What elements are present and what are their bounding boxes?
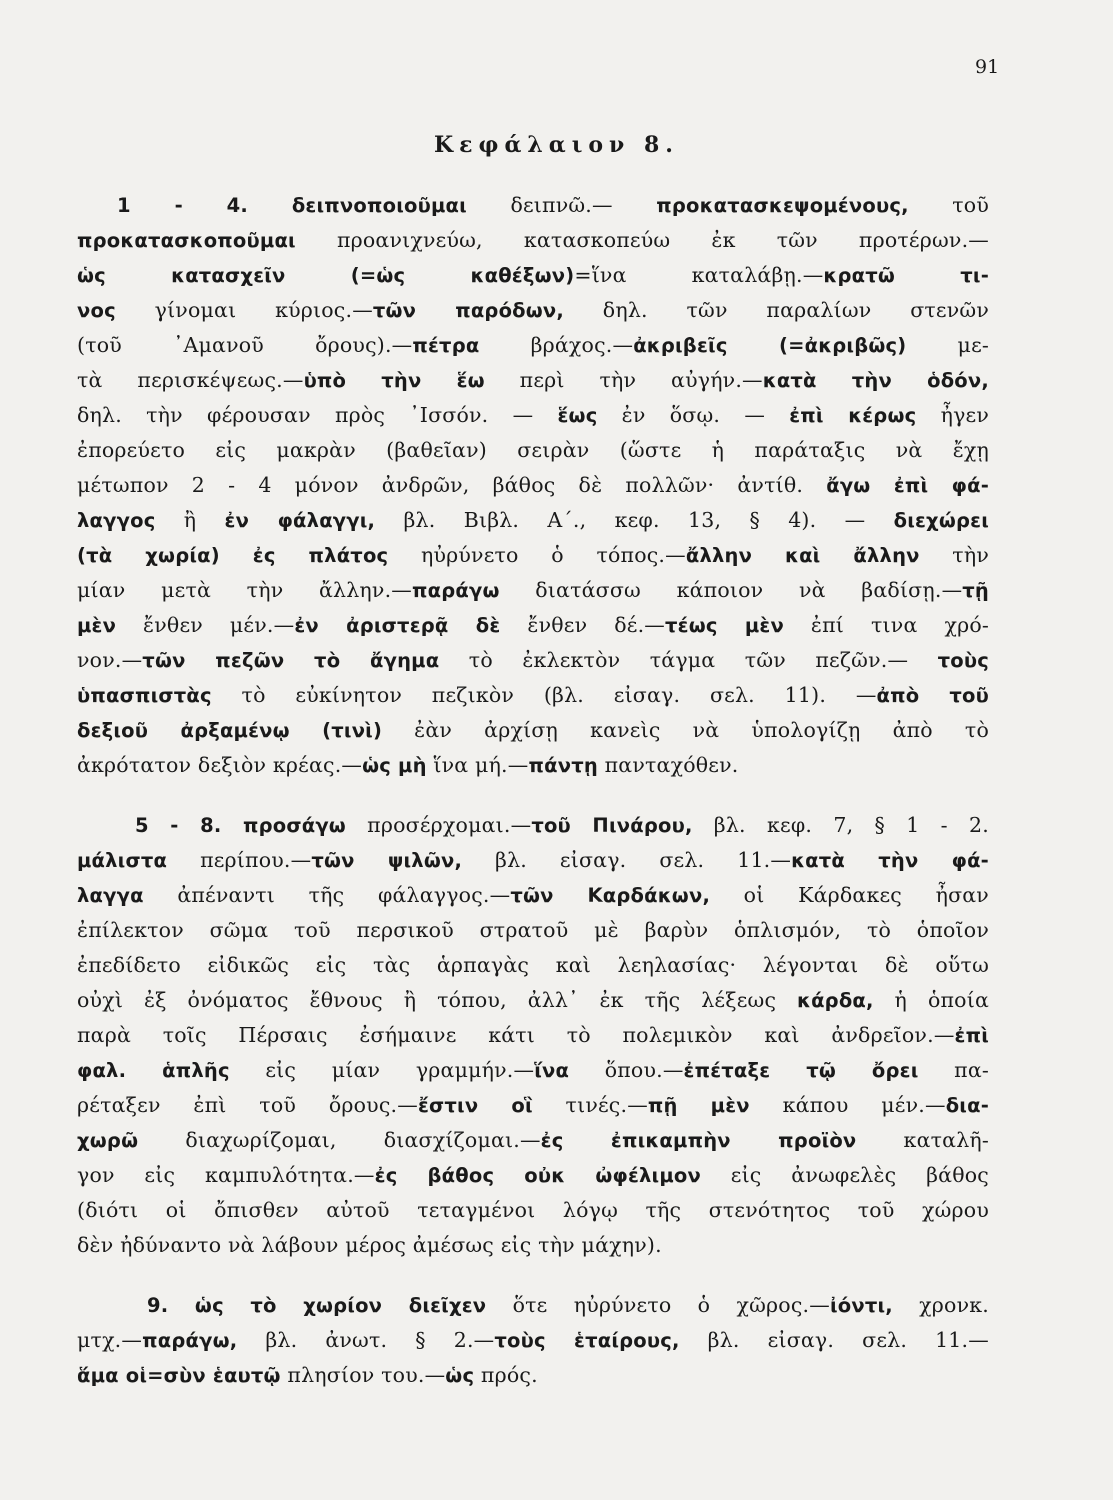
text-line: 9. ὡς τὸ χωρίον διεῖχεν ὅτε ηὐρύνετο ὁ χῶρος.—ἰόντι, χρονκ. [147,1293,989,1317]
text-line: νον.—τῶν πεζῶν τὸ ἄγημα τὸ ἐκλεκτὸν τάγμα τῶν πεζῶν.— τοὺς [77,648,989,672]
text-line: 5 - 8. προσάγω προσέρχομαι.—τοῦ Πινάρου, βλ. κεφ. 7, § 1 - 2. [135,813,989,837]
text-line: (τὰ χωρία) ἐς πλάτος ηὐρύνετο ὁ τόπος.—ἄλλην καὶ ἄλλην τὴν [77,543,989,567]
text-line: ὑπασπιστὰς τὸ εὐκίνητον πεζικὸν (βλ. εἰσαγ. σελ. 11). —ἀπὸ τοῦ [77,683,989,707]
text-line: δηλ. τὴν φέρουσαν πρὸς ᾿Ισσόν. — ἕως ἐν ὅσῳ. — ἐπὶ κέρως ἦγεν [77,403,989,427]
text-line: μὲν ἔνθεν μέν.—ἐν ἀριστερᾷ δὲ ἔνθεν δέ.—τέως μὲν ἐπί τινα χρό- [77,613,989,637]
text-line: χωρῶ διαχωρίζομαι, διασχίζομαι.—ἐς ἐπικαμπὴν προϊὸν καταλῆ- [77,1128,989,1152]
text-line: (τοῦ ᾿Αμανοῦ ὄρους).—πέτρα βράχος.—ἀκριβεῖς (=ἀκριβῶς) με- [77,333,990,357]
text-line: οὐχὶ ἐξ ὀνόματος ἔθνους ἢ τόπου, ἀλλ᾿ ἐκ τῆς λέξεως κάρδα, ἡ ὁποία [77,988,989,1012]
text-line: προκατασκοποῦμαι προανιχνεύω, κατασκοπεύω ἐκ τῶν προτέρων.— [77,228,989,252]
text-line: νος γίνομαι κύριος.—τῶν παρόδων, δηλ. τῶν παραλίων στενῶν [77,298,989,322]
text-line: φαλ. ἁπλῆς εἰς μίαν γραμμήν.—ἵνα ὅπου.—ἐπέταξε τῷ ὄρει πα- [77,1058,989,1082]
chapter-title: Κεφάλαιον 8. [434,132,679,158]
text-line: μίαν μετὰ τὴν ἄλλην.—παράγω διατάσσω κάποιον νὰ βαδίσῃ.—τῇ [77,578,990,602]
text-line: λαγγα ἀπέναντι τῆς φάλαγγος.—τῶν Καρδάκων, οἱ Κάρδακες ἦσαν [77,883,989,907]
text-line: 1 - 4. δειπνοποιοῦμαι δειπνῶ.— προκατασκεψομένους, τοῦ [117,193,989,217]
text-line: τὰ περισκέψεως.—ὑπὸ τὴν ἕω περὶ τὴν αὐγήν.—κατὰ τὴν ὁδόν, [77,368,989,392]
text-line: ἅμα οἱ=σὺν ἑαυτῷ πλησίον του.—ὡς πρός. [77,1363,538,1387]
text-line: δεξιοῦ ἀρξαμένῳ (τινὶ) ἐὰν ἀρχίσῃ κανεὶς νὰ ὑπολογίζῃ ἀπὸ τὸ [77,718,989,742]
text-line: παρὰ τοῖς Πέρσαις ἐσήμαινε κάτι τὸ πολεμικὸν καὶ ἀνδρεῖον.—ἐπὶ [77,1023,989,1047]
text-line: μτχ.—παράγω, βλ. ἀνωτ. § 2.—τοὺς ἑταίρους, βλ. εἰσαγ. σελ. 11.— [77,1328,989,1352]
text-line: γον εἰς καμπυλότητα.—ἐς βάθος οὐκ ὠφέλιμον εἰς ἀνωφελὲς βάθος [77,1163,989,1187]
text-line: ἐπεδίδετο εἰδικῶς εἰς τὰς ἁρπαγὰς καὶ λεηλασίας· λέγονται δὲ οὕτω [77,953,989,977]
page-number: 91 [975,56,1000,78]
text-line: μάλιστα περίπου.—τῶν ψιλῶν, βλ. εἰσαγ. σελ. 11.—κατὰ τὴν φά- [77,848,989,872]
text-line: δὲν ἠδύναντο νὰ λάβουν μέρος ἀμέσως εἰς τὴν μάχην). [77,1233,662,1257]
text-line: λαγγος ἢ ἐν φάλαγγι, βλ. Βιβλ. Α΄., κεφ. 13, § 4). — διεχώρει [77,508,989,532]
text-line: μέτωπον 2 - 4 μόνον ἀνδρῶν, βάθος δὲ πολλῶν· ἀντίθ. ἄγω ἐπὶ φά- [77,473,990,497]
text-line: ρέταξεν ἐπὶ τοῦ ὄρους.—ἔστιν οἳ τινές.—πῇ μὲν κάπου μέν.—δια- [77,1093,989,1117]
text-line: ἀκρότατον δεξιὸν κρέας.—ὡς μὴ ἵνα μή.—πάντῃ πανταχόθεν. [77,753,739,777]
text-line: ἐπίλεκτον σῶμα τοῦ περσικοῦ στρατοῦ μὲ βαρὺν ὁπλισμόν, τὸ ὁποῖον [77,918,989,942]
text-line: ἐπορεύετο εἰς μακρὰν (βαθεῖαν) σειρὰν (ὥστε ἡ παράταξις νὰ ἔχῃ [77,438,989,462]
text-line: ὡς κατασχεῖν (=ὡς καθέξων)=ἵνα καταλάβῃ.—κρατῶ τι- [77,263,989,287]
text-line: (διότι οἱ ὄπισθεν αὐτοῦ τεταγμένοι λόγῳ τῆς στενότητος τοῦ χώρου [77,1198,989,1222]
